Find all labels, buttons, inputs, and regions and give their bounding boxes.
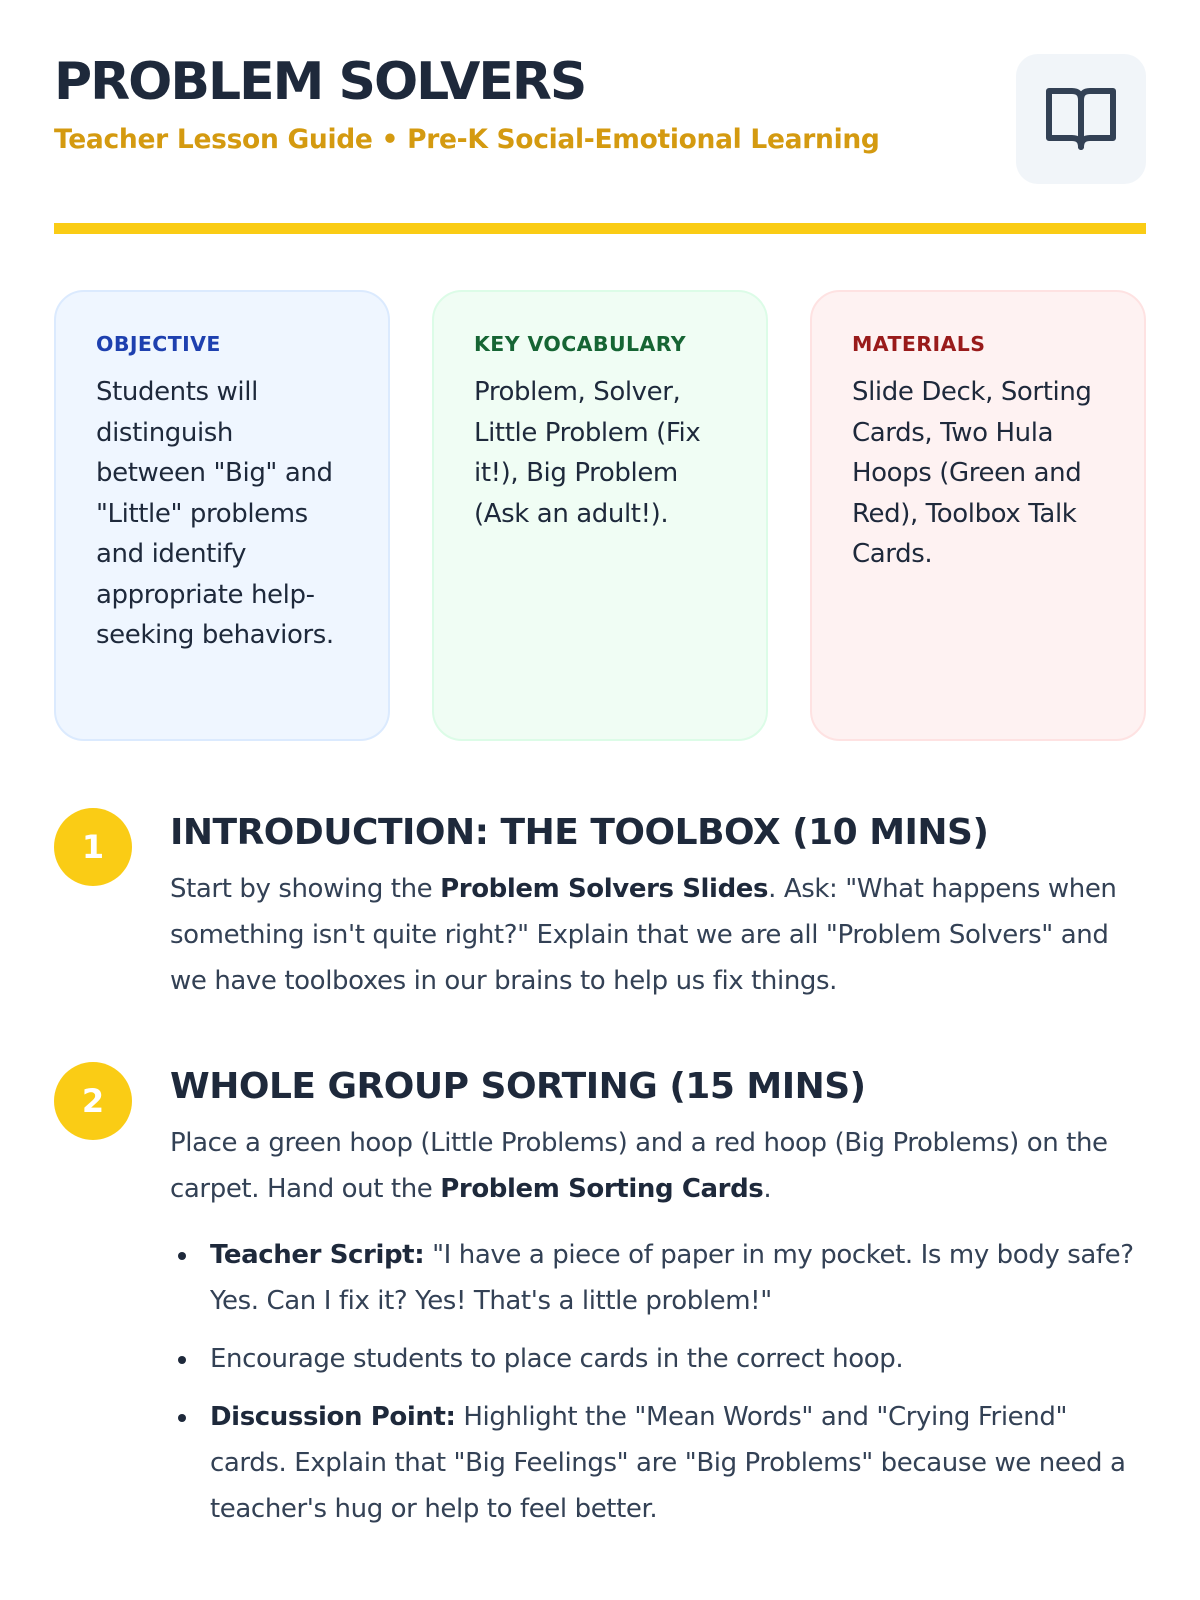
- section-title: WHOLE GROUP SORTING (15 MINS): [170, 1066, 866, 1107]
- list-item: Encourage students to place cards in the correct hoop.: [170, 1336, 1146, 1382]
- card-label: OBJECTIVE: [96, 332, 221, 356]
- objective-card: [54, 290, 390, 741]
- slides-reference: Problem Solvers Slides: [440, 874, 769, 904]
- section-introduction: [54, 808, 1146, 1004]
- list-item: Discussion Point: Highlight the "Mean Words" and "Crying Friend" cards. Explain that "Big Feelings" are "Big Problems" because we need a teacher's hug or help to feel better.: [170, 1394, 1146, 1532]
- book-logo: [1016, 54, 1146, 184]
- card-text: Students will distinguish between "Big" and "Little" problems and identify appropriate help-seeking behaviors.: [96, 377, 334, 650]
- card-text: Problem, Solver, Little Problem (Fix it!), Big Problem (Ask an adult!).: [474, 377, 701, 529]
- header: [54, 0, 1146, 230]
- page-title: PROBLEM SOLVERS: [54, 52, 586, 112]
- step-number-badge: 2: [54, 1062, 132, 1140]
- card-label: KEY VOCABULARY: [474, 332, 687, 356]
- section-text: Place a green hoop (Little Problems) and a red hoop (Big Problems) on the carpet. Hand out the Problem Sorting Cards.: [170, 1128, 1108, 1204]
- header-divider: [54, 223, 1146, 234]
- section-title: INTRODUCTION: THE TOOLBOX (10 MINS): [170, 812, 989, 853]
- bullet-list: [170, 1232, 1146, 1532]
- vocabulary-card: [432, 290, 768, 741]
- materials-card: [810, 290, 1146, 741]
- open-book-icon: [1044, 85, 1118, 153]
- card-text: Slide Deck, Sorting Cards, Two Hula Hoops (Green and Red), Toolbox Talk Cards.: [852, 377, 1092, 569]
- section-sorting: [54, 1062, 1146, 1544]
- list-item: Teacher Script: "I have a piece of paper in my pocket. Is my body safe? Yes. Can I fix it? Yes! That's a little problem!": [170, 1232, 1146, 1324]
- info-cards: [54, 290, 1146, 741]
- page-subtitle: Teacher Lesson Guide • Pre-K Social-Emotional Learning: [54, 124, 880, 155]
- section-text: Start by showing the Problem Solvers Slides. Ask: "What happens when something isn't quite right?" Explain that we are all "Problem Solvers" and we have toolboxes in our brains to help us fix things.: [170, 874, 1117, 996]
- step-number-badge: 1: [54, 808, 132, 886]
- card-label: MATERIALS: [852, 332, 986, 356]
- sorting-cards-reference: Problem Sorting Cards: [440, 1174, 764, 1204]
